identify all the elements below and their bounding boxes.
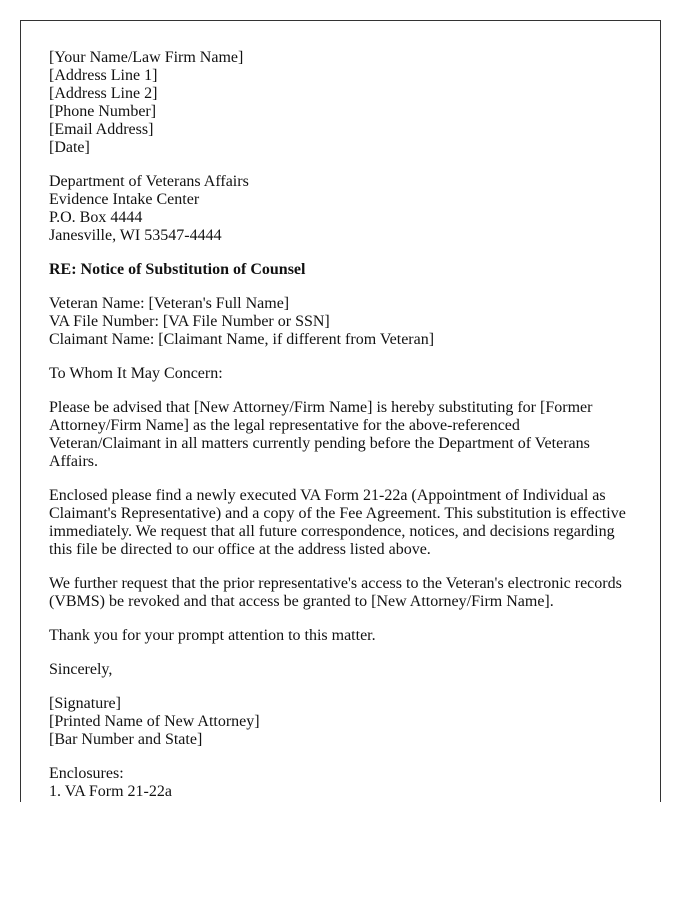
body-paragraph: Please be advised that [New Attorney/Firm Name] is hereby substituting for [Former Attorney/Firm Name] as the legal representative for the above-referenced Veteran/Claimant in all matters currently pending before the Department of Veterans Affairs. <box>49 399 593 470</box>
body-paragraph: Thank you for your prompt attention to this matter. <box>49 627 376 644</box>
letter-page <box>20 20 661 802</box>
claimant-name: Claimant Name: [Claimant Name, if different from Veteran] <box>49 331 435 348</box>
bar-number: [Bar Number and State] <box>49 731 203 748</box>
body-paragraph: We further request that the prior representative's access to the Veteran's electronic records (VBMS) be revoked and that access be granted to [New Attorney/Firm Name]. <box>49 575 622 610</box>
body-paragraph: Enclosed please find a newly executed VA Form 21-22a (Appointment of Individual as Claimant's Representative) and a copy of the Fee Agreement. This substitution is effective immediately. We request that all future correspondence, notices, and decisions regarding this file be directed to our office at the address listed above. <box>49 487 626 558</box>
salutation: To Whom It May Concern: <box>49 365 223 382</box>
identifiers-block <box>49 295 632 349</box>
recipient-line: Evidence Intake Center <box>49 191 200 208</box>
subject-line: RE: Notice of Substitution of Counsel <box>49 261 306 278</box>
recipient-line: Janesville, WI 53547-4444 <box>49 227 222 244</box>
signature-block <box>49 695 632 749</box>
sender-address-1: [Address Line 1] <box>49 67 158 84</box>
printed-name: [Printed Name of New Attorney] <box>49 713 260 730</box>
closing: Sincerely, <box>49 661 113 678</box>
sender-address-2: [Address Line 2] <box>49 85 158 102</box>
enclosure-item: 1. VA Form 21-22a <box>49 783 172 800</box>
recipient-block <box>49 173 632 245</box>
recipient-line: Department of Veterans Affairs <box>49 173 249 190</box>
signature: [Signature] <box>49 695 121 712</box>
sender-email: [Email Address] <box>49 121 154 138</box>
sender-name: [Your Name/Law Firm Name] <box>49 49 244 66</box>
sender-block <box>49 49 632 157</box>
recipient-line: P.O. Box 4444 <box>49 209 143 226</box>
veteran-name: Veteran Name: [Veteran's Full Name] <box>49 295 290 312</box>
enclosures-block <box>49 765 632 801</box>
sender-phone: [Phone Number] <box>49 103 157 120</box>
letter-date: [Date] <box>49 139 90 156</box>
enclosures-heading: Enclosures: <box>49 765 124 782</box>
va-file-number: VA File Number: [VA File Number or SSN] <box>49 313 330 330</box>
